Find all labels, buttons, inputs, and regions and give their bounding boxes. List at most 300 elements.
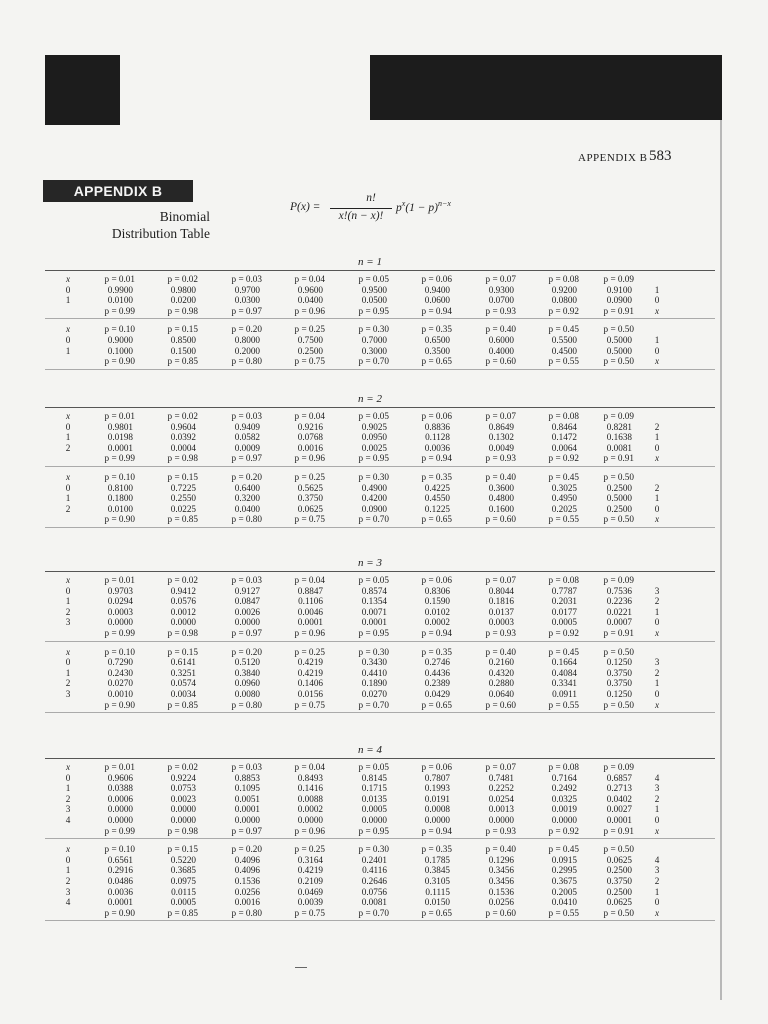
p-header: p = 0.04 [294,411,325,421]
probability-value: 0.6000 [488,335,514,345]
probability-value: 0.4219 [297,657,323,668]
x-value-right: 4 [654,772,660,783]
probability-value: 0.5000 [606,493,632,504]
probability-value: 0.3750 [606,876,632,886]
x-value-right: 1 [654,886,660,897]
probability-value: 0.1472 [551,432,577,443]
p-header: p = 0.07 [485,274,516,284]
probability-value: 0.0071 [361,606,387,617]
probability-value: 0.0005 [361,804,387,815]
x-value-left: x [65,411,71,421]
x-value-right: x [654,305,660,316]
p-footer: p = 0.85 [167,356,198,367]
p-header: p = 0.10 [104,472,135,482]
probability-value: 0.0198 [107,432,133,443]
p-footer: p = 0.98 [167,825,198,836]
probability-value: 0.0756 [361,886,387,897]
probability-value: 0.9400 [424,284,450,295]
x-value-left: 1 [65,493,71,504]
p-header: p = 0.02 [167,411,198,421]
probability-value: 0.0046 [297,606,323,617]
probability-value: 0.0700 [488,295,514,306]
probability-value: 0.0975 [170,876,196,886]
p-header: p = 0.20 [231,472,262,482]
probability-value: 0.0254 [488,793,514,804]
probability-value: 0.7225 [170,482,196,493]
probability-value: 0.0036 [107,886,133,897]
probability-value: 0.1106 [298,596,323,607]
probability-value: 0.1638 [606,432,632,443]
x-value-right: 0 [654,617,660,628]
probability-value: 0.2916 [107,865,133,876]
probability-value: 0.4800 [488,493,514,504]
probability-value: 0.9606 [107,772,133,783]
p-footer: p = 0.93 [485,305,516,316]
probability-value: 0.9703 [107,585,133,596]
probability-value: 0.9000 [107,335,133,345]
p-header: p = 0.25 [294,324,325,335]
p-header: p = 0.40 [485,844,516,855]
probability-value: 0.2500 [297,345,323,356]
p-header: p = 0.10 [104,646,135,657]
probability-value: 0.0300 [234,295,260,306]
p-header: p = 0.45 [548,844,579,855]
section-rule [45,407,715,408]
probability-value: 0.0270 [361,689,387,699]
probability-value: 0.0009 [234,442,260,453]
p-footer: p = 0.99 [104,628,135,638]
probability-value: 0.0392 [170,432,196,443]
p-footer: p = 0.50 [603,356,634,367]
x-value-left: 0 [65,335,71,345]
probability-value: 0.8574 [361,585,387,596]
p-footer: p = 0.98 [167,453,198,464]
x-value-right: 1 [654,284,660,295]
probability-value: 0.4200 [361,493,387,504]
probability-value: 0.0005 [170,897,196,908]
probability-value: 0.0900 [606,295,632,306]
probability-value: 0.0036 [424,442,450,453]
probability-value: 0.0006 [107,793,133,804]
probability-value: 0.7000 [361,335,387,345]
x-value-right: 1 [654,606,660,617]
p-footer: p = 0.97 [231,628,262,638]
probability-value: 0.0000 [234,617,260,628]
probability-value: 0.0402 [606,793,632,804]
probability-value: 0.2031 [551,596,577,607]
probability-value: 0.8281 [606,421,632,432]
scan-dark-band-right [370,55,722,120]
probability-value: 0.2880 [488,678,514,689]
probability-value: 0.0003 [107,606,133,617]
probability-value: 0.6400 [234,482,260,493]
p-footer: p = 0.50 [603,699,634,710]
p-header: p = 0.20 [231,844,262,855]
probability-value: 0.6141 [170,657,196,668]
probability-value: 0.0023 [170,793,196,804]
probability-value: 0.0800 [551,295,577,306]
x-value-left: 3 [65,804,71,815]
probability-value: 0.0001 [606,815,632,825]
x-value-right: x [654,356,660,367]
x-value-right: x [654,699,660,710]
probability-value: 0.5625 [297,482,323,493]
formula-exp-n-x: n−x [437,199,451,208]
p-header: p = 0.09 [603,762,634,772]
x-value-right: 2 [654,793,660,804]
probability-value: 0.2646 [361,876,387,886]
probability-value: 0.0003 [488,617,514,628]
block-rule [45,466,715,467]
probability-value: 0.0135 [361,793,387,804]
p-header: p = 0.01 [104,762,135,772]
probability-value: 0.4096 [234,865,260,876]
probability-value: 0.0294 [107,596,133,607]
formula-denominator: x!(n − x)! [338,210,384,222]
probability-value: 0.0000 [107,815,133,825]
p-header: p = 0.02 [167,575,198,585]
block-rule [45,838,715,839]
probability-value: 0.8306 [424,585,450,596]
probability-value: 0.0911 [552,689,577,699]
p-header: p = 0.35 [421,844,452,855]
p-header: p = 0.02 [167,762,198,772]
probability-value: 0.3164 [297,854,323,865]
probability-value: 0.1296 [488,854,514,865]
probability-value: 0.8853 [234,772,260,783]
section-title: n = 4 [358,744,382,756]
x-value-right: x [654,628,660,638]
p-header: p = 0.05 [358,411,389,421]
probability-value: 0.3025 [551,482,577,493]
p-header: p = 0.40 [485,646,516,657]
probability-value: 0.4436 [424,667,450,678]
probability-value: 0.1115 [425,886,450,897]
p-footer: p = 0.98 [167,628,198,638]
p-footer: p = 0.70 [358,907,389,918]
probability-value: 0.8000 [234,335,260,345]
probability-value: 0.9600 [297,284,323,295]
probability-value: 0.0001 [107,897,133,908]
x-value-left: 1 [65,345,71,356]
probability-value: 0.4219 [297,865,323,876]
probability-value: 0.0950 [361,432,387,443]
probability-value: 0.0000 [297,815,323,825]
probability-value: 0.7500 [297,335,323,345]
probability-value: 0.1250 [606,657,632,668]
probability-value: 0.4500 [551,345,577,356]
x-value-left: 3 [65,689,71,699]
p-header: p = 0.35 [421,324,452,335]
probability-value: 0.7787 [551,585,577,596]
p-header: p = 0.20 [231,324,262,335]
p-footer: p = 0.70 [358,356,389,367]
p-footer: p = 0.97 [231,453,262,464]
p-header: p = 0.30 [358,324,389,335]
x-value-right: 0 [654,689,660,699]
probability-value: 0.0010 [107,689,133,699]
probability-value: 0.1354 [361,596,387,607]
probability-value: 0.0486 [107,876,133,886]
p-header: p = 0.10 [104,844,135,855]
probability-value: 0.0000 [170,815,196,825]
p-header: p = 0.01 [104,411,135,421]
p-footer: p = 0.96 [294,628,325,638]
probability-value: 0.0000 [488,815,514,825]
p-footer: p = 0.91 [603,628,634,638]
probability-value: 0.7481 [488,772,514,783]
probability-value: 0.3750 [606,667,632,678]
probability-value: 0.0177 [551,606,577,617]
probability-value: 0.4550 [424,493,450,504]
block-rule [45,641,715,642]
p-footer: p = 0.80 [231,356,262,367]
x-value-right: 1 [654,432,660,443]
probability-value: 0.0007 [606,617,632,628]
p-header: p = 0.08 [548,762,579,772]
p-footer: p = 0.80 [231,907,262,918]
p-footer: p = 0.60 [485,699,516,710]
section-title: n = 1 [358,256,382,268]
p-footer: p = 0.94 [421,453,452,464]
probability-value: 0.2000 [234,345,260,356]
probability-value: 0.1800 [107,493,133,504]
probability-value: 0.1590 [424,596,450,607]
probability-value: 0.0753 [170,783,196,794]
probability-value: 0.1600 [488,503,514,514]
p-footer: p = 0.80 [231,699,262,710]
probability-value: 0.0013 [488,804,514,815]
probability-value: 0.0039 [297,897,323,908]
probability-value: 0.8145 [361,772,387,783]
p-header: p = 0.08 [548,575,579,585]
probability-value: 0.4320 [488,667,514,678]
p-footer: p = 0.65 [421,699,452,710]
probability-value: 0.3840 [234,667,260,678]
formula-rest [396,199,451,214]
p-footer: p = 0.85 [167,514,198,525]
probability-value: 0.7290 [107,657,133,668]
x-value-right: 0 [654,345,660,356]
x-value-right: 1 [654,804,660,815]
x-value-left: x [65,575,71,585]
p-footer: p = 0.55 [548,699,579,710]
p-header: p = 0.09 [603,411,634,421]
x-value-right: x [654,453,660,464]
probability-value: 0.2550 [170,493,196,504]
probability-value: 0.0115 [171,886,196,897]
probability-value: 0.0102 [424,606,450,617]
probability-value: 0.3456 [488,876,514,886]
probability-value: 0.3430 [361,657,387,668]
probability-value: 0.5000 [606,345,632,356]
probability-value: 0.0027 [606,804,632,815]
x-value-left: 3 [65,886,71,897]
probability-value: 0.8493 [297,772,323,783]
p-footer: p = 0.93 [485,628,516,638]
probability-value: 0.0000 [234,815,260,825]
probability-value: 0.3251 [170,667,196,678]
formula-fraction-bar [330,208,392,209]
probability-value: 0.3105 [424,876,450,886]
p-footer: p = 0.91 [603,453,634,464]
p-header: p = 0.30 [358,472,389,482]
probability-value: 0.3750 [297,493,323,504]
x-value-right: 2 [654,421,660,432]
probability-value: 0.8649 [488,421,514,432]
probability-value: 0.0000 [361,815,387,825]
probability-value: 0.6561 [107,854,133,865]
p-header: p = 0.08 [548,274,579,284]
block-rule [45,920,715,921]
probability-value: 0.2160 [488,657,514,668]
probability-value: 0.0064 [551,442,577,453]
probability-value: 0.9409 [234,421,260,432]
probability-value: 0.0325 [551,793,577,804]
probability-value: 0.0574 [170,678,196,689]
p-header: p = 0.05 [358,274,389,284]
p-header: p = 0.08 [548,411,579,421]
probability-value: 0.3341 [551,678,577,689]
probability-value: 0.0019 [551,804,577,815]
probability-value: 0.4096 [234,854,260,865]
probability-value: 0.0500 [361,295,387,306]
probability-value: 0.0088 [297,793,323,804]
p-footer: p = 0.65 [421,356,452,367]
probability-value: 0.0100 [107,503,133,514]
probability-value: 0.5500 [551,335,577,345]
section-rule [45,758,715,759]
probability-value: 0.9900 [107,284,133,295]
probability-value: 0.0001 [107,442,133,453]
p-footer: p = 0.90 [104,356,135,367]
probability-value: 0.1095 [234,783,260,794]
probability-value: 0.9700 [234,284,260,295]
x-value-left: 2 [65,503,71,514]
probability-value: 0.1890 [361,678,387,689]
probability-value: 0.0256 [488,897,514,908]
p-footer: p = 0.55 [548,514,579,525]
probability-value: 0.0900 [361,503,387,514]
p-header: p = 0.06 [421,274,452,284]
probability-value: 0.0156 [297,689,323,699]
p-header: p = 0.25 [294,844,325,855]
formula-lhs: P(x) = [290,201,321,213]
probability-value: 0.4116 [362,865,387,876]
probability-value: 0.0049 [488,442,514,453]
probability-value: 0.1715 [361,783,387,794]
probability-value: 0.1302 [488,432,514,443]
x-value-right: 2 [654,667,660,678]
p-footer: p = 0.95 [358,305,389,316]
probability-value: 0.0001 [234,804,260,815]
x-value-left: x [65,274,71,284]
probability-value: 0.8500 [170,335,196,345]
x-value-left: 3 [65,617,71,628]
probability-value: 0.9100 [606,284,632,295]
probability-value: 0.1993 [424,783,450,794]
p-footer: p = 0.65 [421,514,452,525]
x-value-left: 0 [65,482,71,493]
p-footer: p = 0.96 [294,305,325,316]
probability-value: 0.0080 [234,689,260,699]
probability-value: 0.0150 [424,897,450,908]
p-header: p = 0.05 [358,575,389,585]
subtitle-line-2: Distribution Table [111,226,210,241]
p-header: p = 0.20 [231,646,262,657]
probability-value: 0.0768 [297,432,323,443]
p-footer: p = 0.91 [603,825,634,836]
p-footer: p = 0.75 [294,356,325,367]
p-footer: p = 0.96 [294,453,325,464]
probability-value: 0.4000 [488,345,514,356]
probability-value: 0.2500 [606,482,632,493]
p-footer: p = 0.50 [603,514,634,525]
p-header: p = 0.15 [167,472,198,482]
x-value-left: x [65,646,71,657]
probability-value: 0.0410 [551,897,577,908]
probability-value: 0.9300 [488,284,514,295]
subtitle-line-1: Binomial [159,209,210,224]
probability-value: 0.9412 [170,585,196,596]
x-value-left: 1 [65,667,71,678]
table-subtitle [60,208,210,242]
probability-value: 0.0000 [170,617,196,628]
probability-value: 0.7164 [551,772,577,783]
probability-value: 0.4950 [551,493,577,504]
formula-one-minus-p: (1 − p) [405,201,438,214]
x-value-left: 2 [65,876,71,886]
p-footer: p = 0.70 [358,514,389,525]
x-value-left: x [65,762,71,772]
probability-value: 0.7807 [424,772,450,783]
p-footer: p = 0.96 [294,825,325,836]
p-footer: p = 0.99 [104,825,135,836]
p-footer: p = 0.91 [603,305,634,316]
probability-value: 0.3456 [488,865,514,876]
probability-value: 0.2236 [606,596,632,607]
p-footer: p = 0.90 [104,907,135,918]
x-value-right: 1 [654,493,660,504]
p-header: p = 0.05 [358,762,389,772]
probability-value: 0.0002 [424,617,450,628]
probability-value: 0.3200 [234,493,260,504]
probability-value: 0.2109 [297,876,323,886]
x-value-right: x [654,514,660,525]
p-header: p = 0.35 [421,472,452,482]
probability-value: 0.3600 [488,482,514,493]
probability-value: 0.2005 [551,886,577,897]
p-footer: p = 0.90 [104,699,135,710]
probability-value: 0.0582 [234,432,260,443]
section-title: n = 2 [358,393,382,405]
probability-value: 0.4084 [551,667,577,678]
probability-value: 0.3500 [424,345,450,356]
x-value-right: 4 [654,854,660,865]
p-header: p = 0.30 [358,844,389,855]
p-footer: p = 0.92 [548,305,579,316]
x-value-left: 2 [65,793,71,804]
probability-value: 0.0600 [424,295,450,306]
probability-value: 0.1664 [551,657,577,668]
p-footer: p = 0.98 [167,305,198,316]
page-mark [295,967,307,968]
x-value-right: 0 [654,815,660,825]
probability-value: 0.2995 [551,865,577,876]
x-value-right: x [654,825,660,836]
probability-value: 0.9604 [170,421,196,432]
probability-value: 0.0000 [107,617,133,628]
